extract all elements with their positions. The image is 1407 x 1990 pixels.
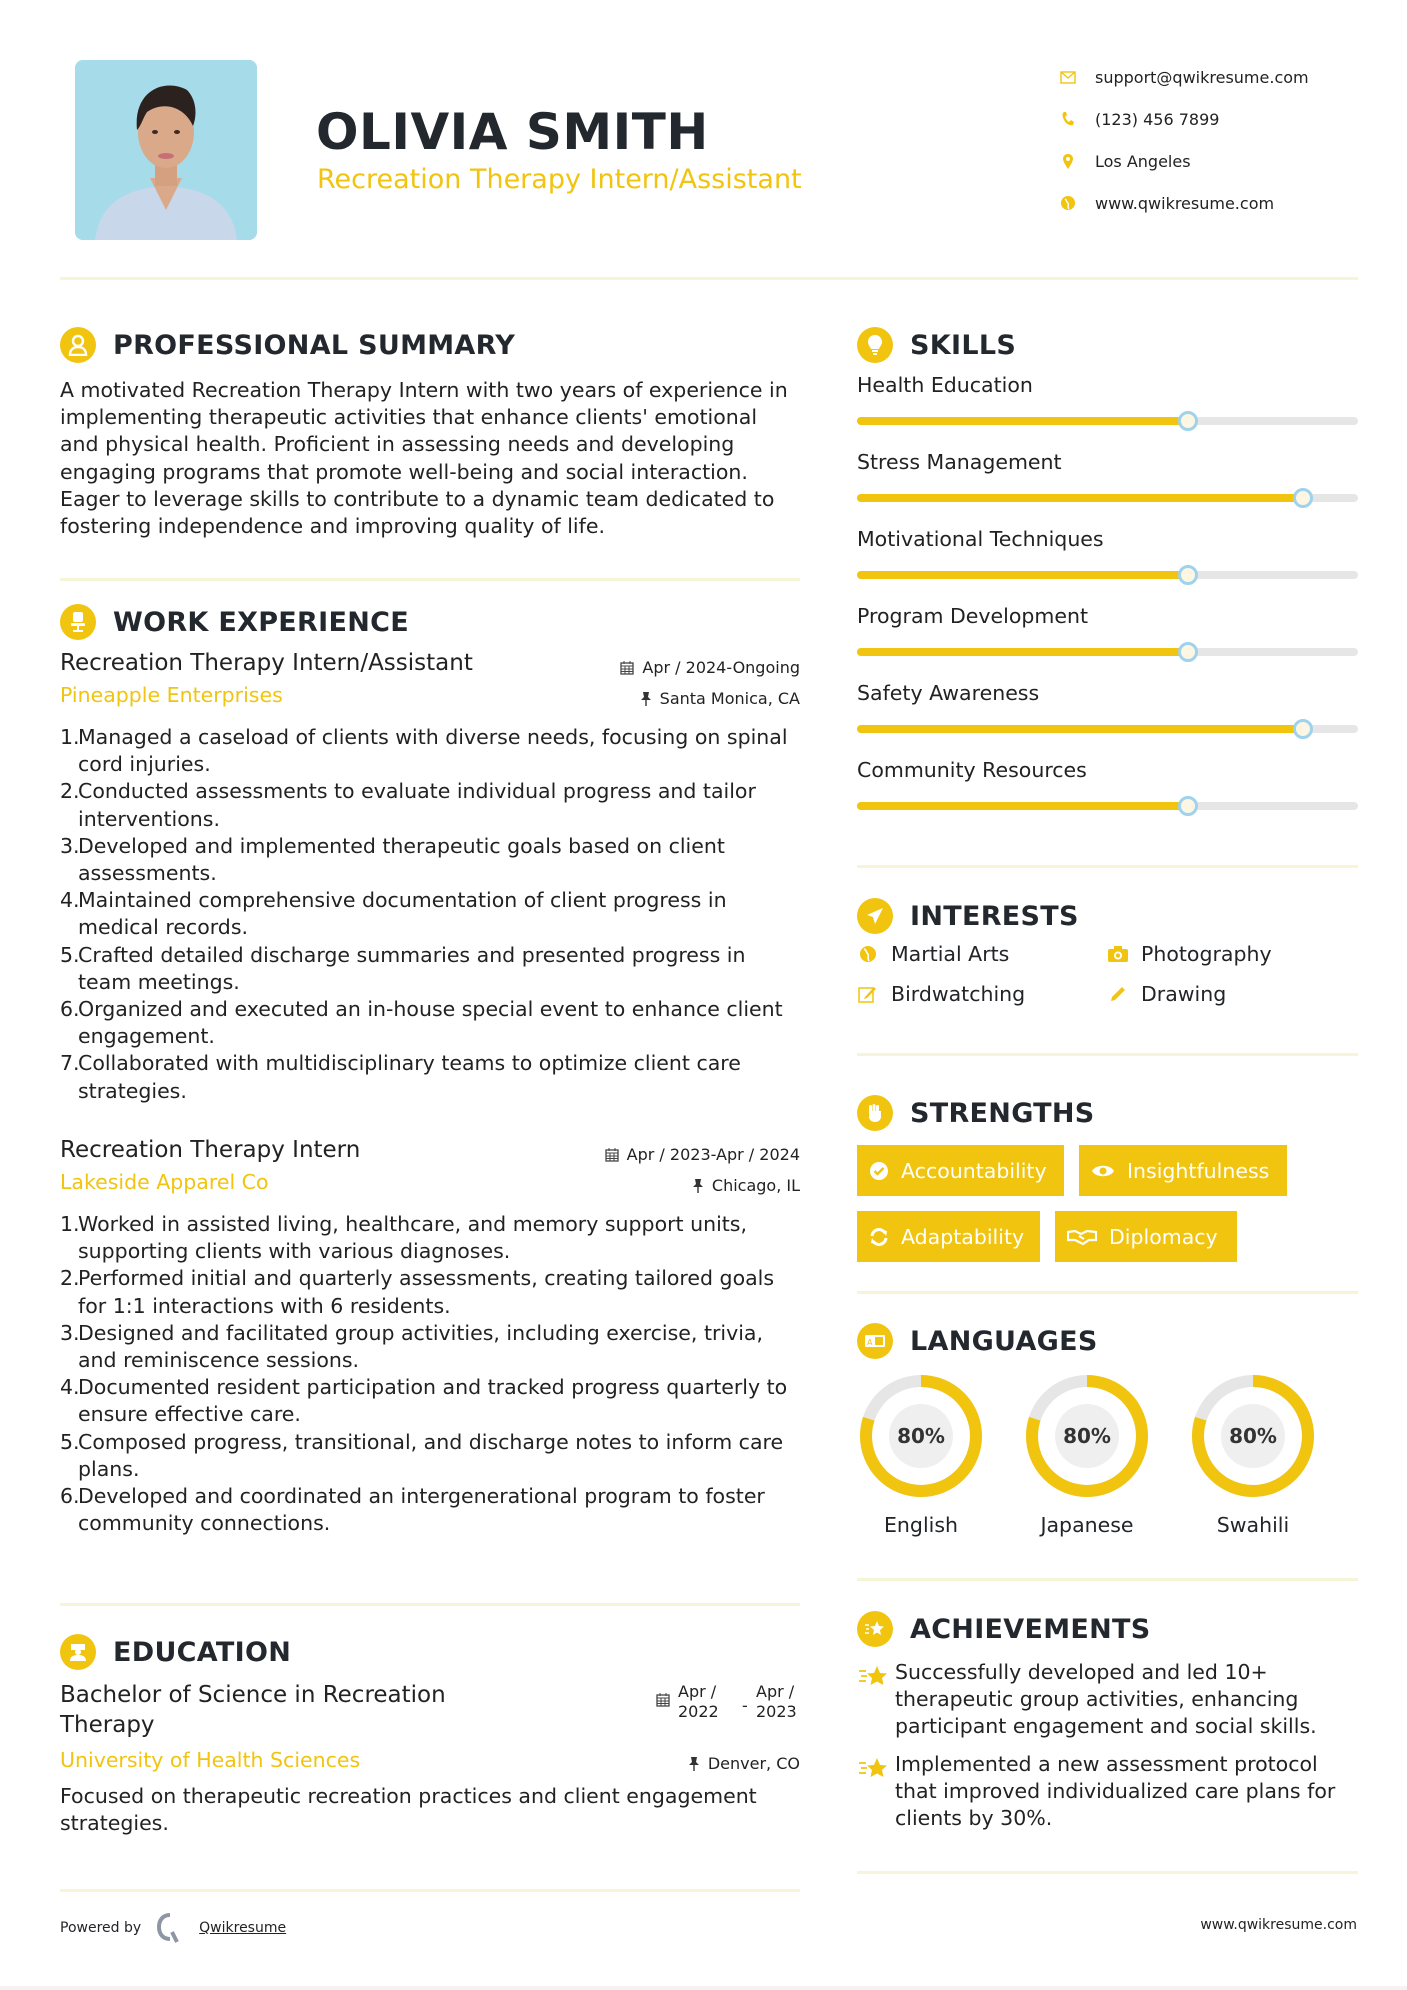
- degree-title: Bachelor of Science in Recreation Therapy: [60, 1682, 446, 1738]
- shooting-star-icon: [857, 1751, 895, 1833]
- qwikresume-link[interactable]: Qwikresume: [199, 1920, 287, 1936]
- duty-item: 3. Developed and implemented therapeutic goals based on client assessments.: [60, 833, 725, 886]
- chair-icon: [60, 604, 96, 640]
- duty-item: 7. Collaborated with multidisciplinary teams to optimize client care strategies.: [60, 1051, 741, 1103]
- languages-list: [857, 1375, 1358, 1537]
- duty-item: 4. Documented resident participation and tracked progress quarterly to ensure effective care.: [60, 1375, 788, 1427]
- paper-plane-icon: [857, 898, 893, 934]
- education-title: EDUCATION: [113, 1636, 292, 1668]
- school-name: University of Health Sciences: [60, 1748, 361, 1772]
- interests-title: INTERESTS: [910, 900, 1079, 932]
- achievements-title: ACHIEVEMENTS: [910, 1613, 1151, 1645]
- company-name: Pineapple Enterprises: [60, 683, 283, 707]
- strength-chip: [857, 1211, 1040, 1262]
- education-description: Focused on therapeutic recreation practices and client engagement strategies.: [60, 1784, 757, 1836]
- footer-website-link[interactable]: www.qwikresume.com: [1200, 1917, 1357, 1933]
- phone-icon: [1058, 109, 1078, 129]
- strength-chip: [1055, 1211, 1237, 1262]
- skill-label: Community Resources: [857, 758, 1087, 782]
- interest-item: [857, 942, 1107, 966]
- skill-bar: [857, 648, 1358, 656]
- graduate-icon: [60, 1634, 96, 1670]
- candidate-title: Recreation Therapy Intern/Assistant: [317, 164, 802, 195]
- strength-label: Insightfulness: [1127, 1158, 1270, 1183]
- education-location-text: Denver, CO: [707, 1754, 800, 1773]
- job-duties-list: [60, 724, 800, 1105]
- page-bottom-edge: [0, 1986, 1407, 1990]
- language-label: Swahili: [1216, 1513, 1290, 1537]
- skill-bar: [857, 494, 1358, 502]
- strength-chip: [857, 1145, 1064, 1196]
- skill-bar: [857, 417, 1358, 425]
- interests-section: [857, 896, 1358, 1006]
- language-percent: 80%: [889, 1404, 953, 1468]
- duty-item: 5. Crafted detailed discharge summaries and presented progress in team meetings.: [60, 942, 746, 994]
- skill-slider-handle: [1178, 411, 1198, 431]
- skill-bar: [857, 571, 1358, 579]
- experience-divider: [60, 1603, 800, 1606]
- pushpin-icon: [640, 691, 652, 706]
- shooting-star-icon: [857, 1659, 895, 1741]
- job-entry: [60, 650, 800, 1105]
- fist-icon: [857, 1095, 893, 1131]
- handshake-icon: [1067, 1228, 1097, 1246]
- strength-label: Diplomacy: [1109, 1224, 1218, 1249]
- camera-icon: [1107, 943, 1129, 965]
- strengths-section: [857, 1093, 1358, 1262]
- eye-icon: [1091, 1163, 1115, 1179]
- map-pin-icon: [1058, 151, 1078, 171]
- interest-label: Drawing: [1141, 982, 1227, 1006]
- skill-label: Motivational Techniques: [857, 527, 1104, 551]
- refresh-icon: [869, 1227, 889, 1247]
- experience-title: WORK EXPERIENCE: [113, 606, 409, 638]
- job-entry: [60, 1137, 800, 1537]
- language-item: [857, 1375, 985, 1537]
- summary-title: PROFESSIONAL SUMMARY: [113, 329, 516, 361]
- footer-powered-by: [60, 1912, 286, 1944]
- language-item: [1023, 1375, 1151, 1537]
- achievement-text: Successfully developed and led 10+ therapeutic group activities, enhancing participant engagement and social skills.: [895, 1660, 1317, 1739]
- summary-heading: [60, 325, 800, 365]
- interest-label: Birdwatching: [891, 982, 1026, 1006]
- education-dates: Apr / 2022 - Apr / 2023: [656, 1682, 800, 1722]
- skill-bar: [857, 802, 1358, 810]
- duty-item: 1. Worked in assisted living, healthcare, and memory support units, supporting clients with various diagnoses.: [60, 1212, 748, 1264]
- achievement-item: [857, 1751, 1358, 1833]
- duty-item: 3. Designed and facilitated group activities, including exercise, trivia, and reminiscence sessions.: [60, 1320, 764, 1373]
- language-item: [1189, 1375, 1317, 1537]
- duty-item: 5. Composed progress, transitional, and discharge notes to inform care plans.: [60, 1429, 784, 1481]
- interests-heading: [857, 896, 1358, 936]
- envelope-icon: [1058, 67, 1078, 87]
- skills-title: SKILLS: [910, 329, 1017, 361]
- job-dates-text: Apr / 2023-Apr / 2024: [626, 1145, 800, 1164]
- education-location: [688, 1754, 800, 1773]
- education-start: Apr / 2022: [678, 1682, 719, 1721]
- duty-item: 4. Maintained comprehensive documentation of client progress in medical records.: [60, 888, 727, 940]
- job-title: Recreation Therapy Intern: [60, 1137, 361, 1163]
- strengths-title: STRENGTHS: [910, 1097, 1095, 1129]
- languages-section: [857, 1321, 1358, 1537]
- language-progress-ring: [860, 1375, 982, 1497]
- contact-website[interactable]: [1058, 182, 1309, 224]
- skill-slider-handle: [1178, 796, 1198, 816]
- check-circle-icon: [869, 1161, 889, 1181]
- interests-list: [857, 942, 1358, 1006]
- company-name: Lakeside Apparel Co: [60, 1170, 269, 1194]
- star-badge-icon: [857, 1611, 893, 1647]
- interest-item: [857, 982, 1107, 1006]
- education-section: [60, 1632, 800, 1837]
- job-dates: [605, 1145, 800, 1164]
- job-title: Recreation Therapy Intern/Assistant: [60, 650, 473, 676]
- skills-heading: [857, 325, 1358, 365]
- skill-slider-handle: [1178, 565, 1198, 585]
- powered-by-label: Powered by: [60, 1920, 142, 1936]
- skill-slider-handle: [1293, 488, 1313, 508]
- pencil-icon: [1107, 983, 1129, 1005]
- contact-phone-text: (123) 456 7899: [1095, 109, 1220, 129]
- duty-item: 1. Managed a caseload of clients with diverse needs, focusing on spinal cord injuries.: [60, 725, 788, 777]
- candidate-name: OLIVIA SMITH: [316, 103, 709, 161]
- user-icon: [60, 327, 96, 363]
- language-percent: 80%: [1221, 1404, 1285, 1468]
- languages-heading: [857, 1321, 1358, 1361]
- language-label: English: [883, 1513, 959, 1537]
- skill-item: [857, 604, 1358, 656]
- contact-location: [1058, 140, 1309, 182]
- education-heading: [60, 1632, 800, 1672]
- contact-info: [1058, 56, 1309, 224]
- language-progress-ring: [1026, 1375, 1148, 1497]
- pushpin-icon: [688, 1756, 700, 1771]
- interest-item: [1107, 942, 1357, 966]
- skill-slider-handle: [1293, 719, 1313, 739]
- qwikresume-logo-icon: [155, 1912, 185, 1944]
- contact-phone[interactable]: [1058, 98, 1309, 140]
- header-divider: [60, 277, 1358, 280]
- achievement-text: Implemented a new assessment protocol that improved individualized care plans for clients by 30%.: [895, 1751, 1336, 1831]
- strengths-heading: [857, 1093, 1358, 1133]
- contact-email-text: support@qwikresume.com: [1095, 67, 1309, 87]
- language-icon: [857, 1323, 893, 1359]
- duty-item: 6. Organized and executed an in-house special event to enhance client engagement.: [60, 997, 783, 1049]
- job-location-text: Santa Monica, CA: [659, 689, 800, 708]
- education-end: Apr / 2023: [756, 1682, 797, 1721]
- skill-label: Program Development: [857, 604, 1089, 628]
- calendar-icon: [605, 1147, 619, 1162]
- calendar-icon: [620, 660, 634, 675]
- footer-divider-right: [857, 1871, 1358, 1874]
- person-photo-illustration: [75, 60, 257, 240]
- strength-label: Adaptability: [901, 1224, 1025, 1249]
- achievements-heading: [857, 1609, 1358, 1649]
- duty-item: 6. Developed and coordinated an intergenerational program to foster community connections.: [60, 1484, 765, 1536]
- professional-summary-section: [60, 325, 800, 581]
- profile-photo: [75, 60, 257, 240]
- job-duties-list: [60, 1211, 800, 1537]
- language-label: Japanese: [1040, 1513, 1134, 1537]
- interest-label: Martial Arts: [891, 942, 1010, 966]
- languages-divider: [857, 1578, 1358, 1581]
- contact-website-text: www.qwikresume.com: [1095, 193, 1275, 213]
- achievement-item: [857, 1659, 1358, 1741]
- duty-item: 2. Performed initial and quarterly assessments, creating tailored goals for 1:1 interactions with 6 residents.: [60, 1266, 775, 1318]
- globe-icon: [1058, 193, 1078, 213]
- contact-location-text: Los Angeles: [1095, 151, 1191, 171]
- job-location-text: Chicago, IL: [711, 1176, 800, 1195]
- strengths-divider: [857, 1291, 1358, 1294]
- skill-item: [857, 681, 1358, 733]
- skill-item: [857, 450, 1358, 502]
- skill-slider-handle: [1178, 642, 1198, 662]
- work-experience-section: [60, 602, 800, 1105]
- language-progress-ring: [1192, 1375, 1314, 1497]
- job-location: [692, 1176, 800, 1195]
- skill-label: Safety Awareness: [857, 681, 1040, 705]
- language-percent: 80%: [1055, 1404, 1119, 1468]
- skill-item: [857, 527, 1358, 579]
- skill-label: Stress Management: [857, 450, 1062, 474]
- job-location: [640, 689, 800, 708]
- skill-item: [857, 758, 1358, 810]
- globe-icon: [857, 943, 879, 965]
- skill-bar: [857, 725, 1358, 733]
- contact-email[interactable]: [1058, 56, 1309, 98]
- job-dates-text: Apr / 2024-Ongoing: [642, 658, 800, 677]
- interest-item: [1107, 982, 1357, 1006]
- strength-chip: [1079, 1145, 1287, 1196]
- footer-divider-left: [60, 1889, 800, 1892]
- skills-list: [857, 373, 1358, 810]
- interest-label: Photography: [1141, 942, 1272, 966]
- edit-icon: [857, 983, 879, 1005]
- summary-text: A motivated Recreation Therapy Intern with two years of experience in implementing therapeutic activities that enhance clients' emotional and physical health. Proficient in assessing needs and developing engaging programs that promote well-being and social interaction. Eager to leverage skills to contribute to a dynamic team dedicated to fostering independence and improving quality of life.: [60, 378, 788, 539]
- duty-item: 2. Conducted assessments to evaluate individual progress and tailor interventions.: [60, 779, 756, 831]
- skills-divider: [857, 865, 1358, 868]
- pushpin-icon: [692, 1178, 704, 1193]
- job-dates: [620, 658, 800, 677]
- skill-label: Health Education: [857, 373, 1033, 397]
- interests-divider: [857, 1053, 1358, 1056]
- achievements-section: [857, 1609, 1358, 1832]
- skill-item: [857, 373, 1358, 425]
- summary-divider: [60, 578, 800, 581]
- experience-heading: [60, 602, 800, 642]
- svg-text:A: A: [867, 1338, 873, 1347]
- languages-title: LANGUAGES: [910, 1325, 1098, 1357]
- calendar-icon: [656, 1692, 670, 1707]
- lightbulb-icon: [857, 327, 893, 363]
- skills-section: [857, 325, 1358, 835]
- strength-label: Accountability: [901, 1158, 1047, 1183]
- strengths-list: [857, 1145, 1317, 1262]
